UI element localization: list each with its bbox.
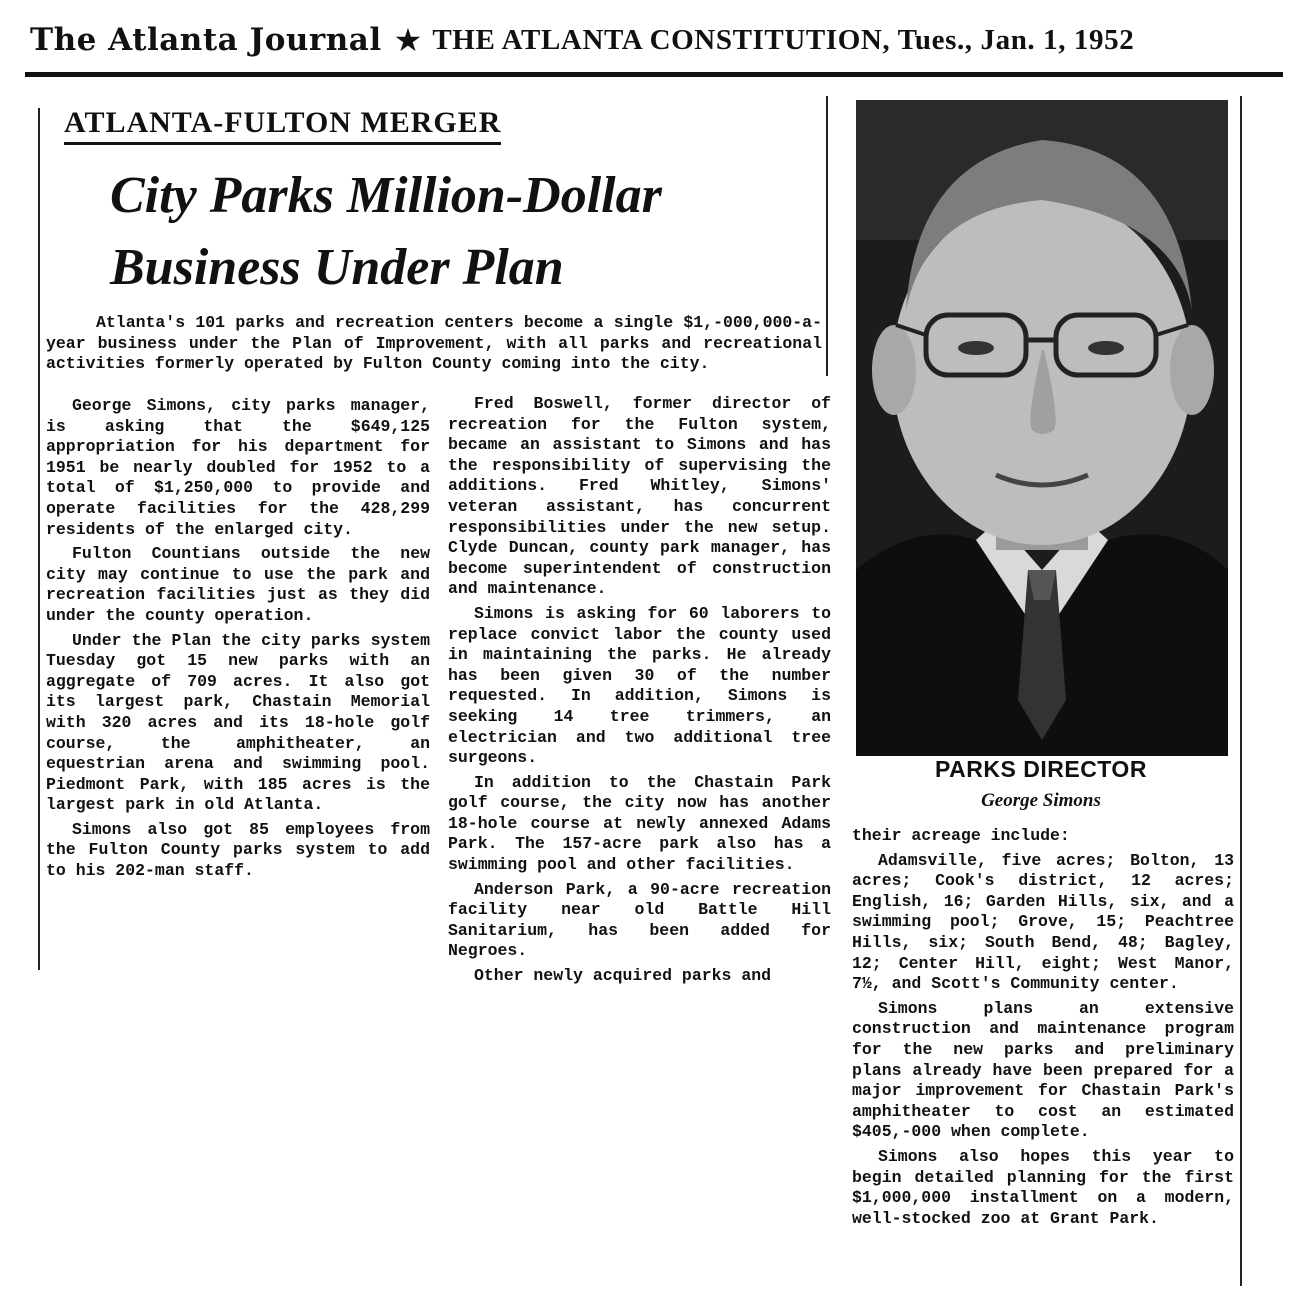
column-1-paragraph: Simons also got 85 employees from the Fulton County parks system to add to his 202-man staff. [46, 819, 430, 881]
column-2-paragraph: Fred Boswell, former director of recreation for the Fulton system, became an assistant to Simons and has the responsibility of supervising the additions. Fred Whitley, Simons' veteran assistant, has concurrent responsibilities under the new setup. Clyde Duncan, county park manager, has become superintendent of construction and maintenance. [448, 394, 831, 599]
column-1-paragraph: Under the Plan the city parks system Tuesday got 15 new parks with an aggregate of 709 acres. It also got its largest park, Chastain Memorial with 320 acres and its 18-hole golf course, the amphitheater, an equestrian arena and swimming pool. Piedmont Park, with 185 acres is the largest park in old Atlanta. [46, 630, 430, 815]
masthead [30, 18, 1278, 62]
column-3-paragraph: Simons also hopes this year to begin detailed planning for the first $1,000,000 installment on a modern, well-stocked zoo at Grant Park. [852, 1146, 1234, 1228]
column-3-paragraph: their acreage include: [852, 826, 1070, 845]
photo-caption-name: George Simons [981, 790, 1101, 811]
column-2-paragraph: Anderson Park, a 90-acre recreation facility near old Battle Hill Sanitarium, has been added for Negroes. [448, 879, 831, 961]
column-1-paragraph: George Simons, city parks manager, is asking that the $649,125 appropriation for his department for 1951 be nearly doubled for 1952 to a total of $1,250,000 to provide and operate facilities for the 428,299 residents of the enlarged city. [46, 396, 430, 539]
article-column-1 [46, 396, 430, 886]
column-2-paragraph: In addition to the Chastain Park golf course, the city now has another 18-hole course at newly annexed Adams Park. The 157-acre park also has a swimming pool and other facilities. [448, 772, 831, 875]
masthead-rule [25, 72, 1283, 77]
article-column-3 [852, 826, 1234, 1233]
headline-line-1: City Parks Million-Dollar [110, 167, 662, 224]
masthead-constitution-dateline: THE ATLANTA CONSTITUTION, Tues., Jan. 1, 1952 [432, 23, 1135, 56]
masthead-star-icon: ★ [393, 21, 423, 59]
article-column-2 [448, 394, 831, 991]
column-3-paragraph: Adamsville, five acres; Bolton, 13 acres; Cook's district, 12 acres; English, 16; Garden Hills, six, and a swimming pool; Grove, 15; Peachtree Hills, six; South Bend, 48; Bagley, 12; Center Hill, eight; West Manor, 7½, and Scott's Community center. [852, 850, 1234, 994]
right-column-rule [1240, 96, 1242, 1286]
column-3-paragraph: Simons plans an extensive construction and maintenance program for the new parks and preliminary plans already have been prepared for a major improvement for Chastain Park's amphitheater to cost an estimated $405,-000 when complete. [852, 998, 1234, 1142]
left-column-rule [38, 108, 40, 970]
photo-caption-title: PARKS DIRECTOR [935, 756, 1147, 782]
column-1-paragraph: Fulton Countians outside the new city may continue to use the park and recreation facilities just as they did under the county operation. [46, 544, 430, 625]
article-lead-paragraph: Atlanta's 101 parks and recreation centers become a single $1,-000,000-a-year business under the Plan of Improvement, with all parks and recreational activities formerly operated by Fulton County coming into the city. [46, 313, 822, 374]
column-2-paragraph: Simons is asking for 60 laborers to replace convict labor the county used in maintaining the parks. He already has been given 30 of the number requested. In addition, Simons is seeking 14 tree trimmers, an electrician and two additional tree surgeons. [448, 603, 831, 768]
headline-line-2: Business Under Plan [110, 239, 564, 296]
column-2-paragraph: Other newly acquired parks and [474, 966, 772, 986]
masthead-journal-title: The Atlanta Journal [30, 22, 382, 58]
portrait-illustration [856, 100, 1228, 756]
center-column-rule [826, 96, 828, 376]
parks-director-portrait-photo [856, 100, 1228, 756]
article-kicker: ATLANTA-FULTON MERGER [64, 106, 501, 145]
article-headline [110, 160, 820, 304]
